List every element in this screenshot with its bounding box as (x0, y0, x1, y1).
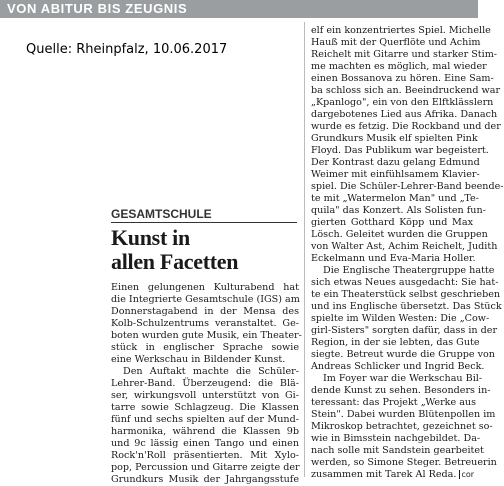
text-line: Lehrer-Band. Überzeugend: die Blä- (111, 378, 299, 389)
text-line: gierten Gotthard Köpp und Max (311, 217, 473, 228)
text-line: Den Auftakt machte die Schüler- (123, 366, 299, 377)
section-rule (111, 222, 297, 223)
text-line: Grundkurs Musik elf spielten Pink (311, 133, 478, 144)
text-line: Donnerstagabend in der Mensa des (111, 306, 299, 317)
text-line: von Walter Ast, Achim Reichelt, Judith (311, 241, 498, 252)
section-label: GESAMTSCHULE (111, 207, 212, 221)
text-line: quila" das Konzert. Als Solisten fun- (311, 205, 486, 216)
text-line-last (311, 469, 473, 481)
text-line: Einen gelungenen Kulturabend hat (111, 282, 299, 293)
text-line: te mit „Watermelon Man" und „Te- (311, 193, 479, 204)
text-line: dargebotenes Lied aus Afrika. Danach (311, 109, 498, 120)
text-line: „Kpanlogo", ein von den Elftklässlern (311, 97, 494, 108)
text-line: einen Bossanova zu hören. Eine Sam- (311, 73, 494, 84)
text-line: Hauß mit der Querflöte und Achim (311, 37, 481, 48)
article-column-right (311, 25, 504, 481)
text-line: Andreas Schlicker und Ingrid Beck. (311, 361, 485, 372)
text-line: Kolb-Schulzentrums veranstaltet. Ge- (111, 318, 299, 329)
text-line: spiel. Die Schüler-Lehrer-Band beende- (311, 181, 504, 192)
source-caption: Quelle: Rheinpfalz, 10.06.2017 (26, 42, 228, 57)
text-line: Lösch. Geleitet wurden die Gruppen (311, 229, 488, 240)
text-line: elf ein konzentriertes Spiel. Michelle (311, 25, 491, 36)
text-line: und 9c lässig einen Tango und einen (111, 438, 299, 449)
text-line: nach solle mit Sandstein gearbeitet (311, 445, 484, 456)
text-line: Rock'n'Roll präsentierten. Mit Xylo- (111, 450, 299, 461)
text-line: ser, wirkungsvoll unterstützt von Gi- (111, 390, 299, 401)
text-line: ba schloss sich an. Beeindruckend war (311, 85, 501, 96)
text-line: fünf und sechs spielten auf der Mund- (111, 414, 299, 425)
text-line: Weimer mit einfühlsamem Klavier- (311, 169, 480, 180)
column-divider (304, 22, 305, 477)
text-line: stück in englischer Sprache sowie (111, 342, 299, 353)
text-line: boten wurden gute Musik, ein Theater- (111, 330, 302, 341)
banner-title: VON ABITUR BIS ZEUGNIS (7, 1, 188, 16)
text-line: und ins Englische übersetzt. Das Stück (311, 301, 502, 312)
article-column-left (111, 282, 302, 486)
text-line: me machten es möglich, mal wieder (311, 61, 487, 72)
text-line: Eckelmann und Eva-Maria Holler. (311, 253, 476, 264)
text-line: zusammen mit Tarek Al Reda. (311, 469, 457, 480)
text-line: teressant: das Projekt „Werke aus (311, 397, 477, 408)
text-line: die Integrierte Gesamtschule (IGS) am (111, 294, 300, 305)
text-line: Der Kontrast dazu gelang Edmund (311, 157, 480, 168)
text-line: spielte im Wilden Westen: Die „Cow- (311, 313, 490, 324)
text-line: te ein Theaterstück selbst geschrieben (311, 289, 501, 300)
text-line: girl-Sisters" sorgten dafür, dass in der (311, 325, 498, 336)
text-line: Reichelt mit Gitarre und starker Stim- (311, 49, 498, 60)
text-line: Grundkurs Musik der Jahrgangsstufe (111, 474, 299, 485)
text-line: werden, so Simone Steger. Betreuerin (311, 457, 497, 468)
text-line: pop, Percussion und Gitarre zeigte der (111, 462, 300, 473)
text-line: Im Foyer war die Werkschau Bil- (323, 373, 483, 384)
text-line: wurde es fetzig. Die Rockband und der (311, 121, 501, 132)
author-signature: cor (461, 470, 475, 479)
text-line: siegte. Betreut wurde die Gruppe von (311, 349, 495, 360)
text-line: Mikroskop betrachtet, gezeichnet so- (311, 421, 493, 432)
text-line: Floyd. Das Publikum war begeistert. (311, 145, 489, 156)
headline (111, 226, 238, 274)
text-line: wie in Bimsstein nachgebildet. Da- (311, 433, 481, 444)
text-line: tarre sowie Schlagzeug. Die Klassen (111, 402, 299, 413)
header-banner (0, 0, 478, 18)
text-line: harmonika, während die Klassen 9b (111, 426, 299, 437)
text-line: Stein". Dabei wurden Blütenpollen im (311, 409, 496, 420)
text-line: dende Kunst zu sehen. Besonders in- (311, 385, 491, 396)
headline-line: allen Facetten (111, 249, 239, 274)
text-line: Die Englische Theatergruppe hatte (323, 265, 495, 276)
headline-line: Kunst in (111, 225, 190, 250)
text-line: sich etwas Neues ausgedacht: Sie hat- (311, 277, 499, 288)
text-line: eine Werkschau in Bildender Kunst. (111, 354, 286, 365)
text-line: Region, in der sie lebten, das Gute (311, 337, 480, 348)
